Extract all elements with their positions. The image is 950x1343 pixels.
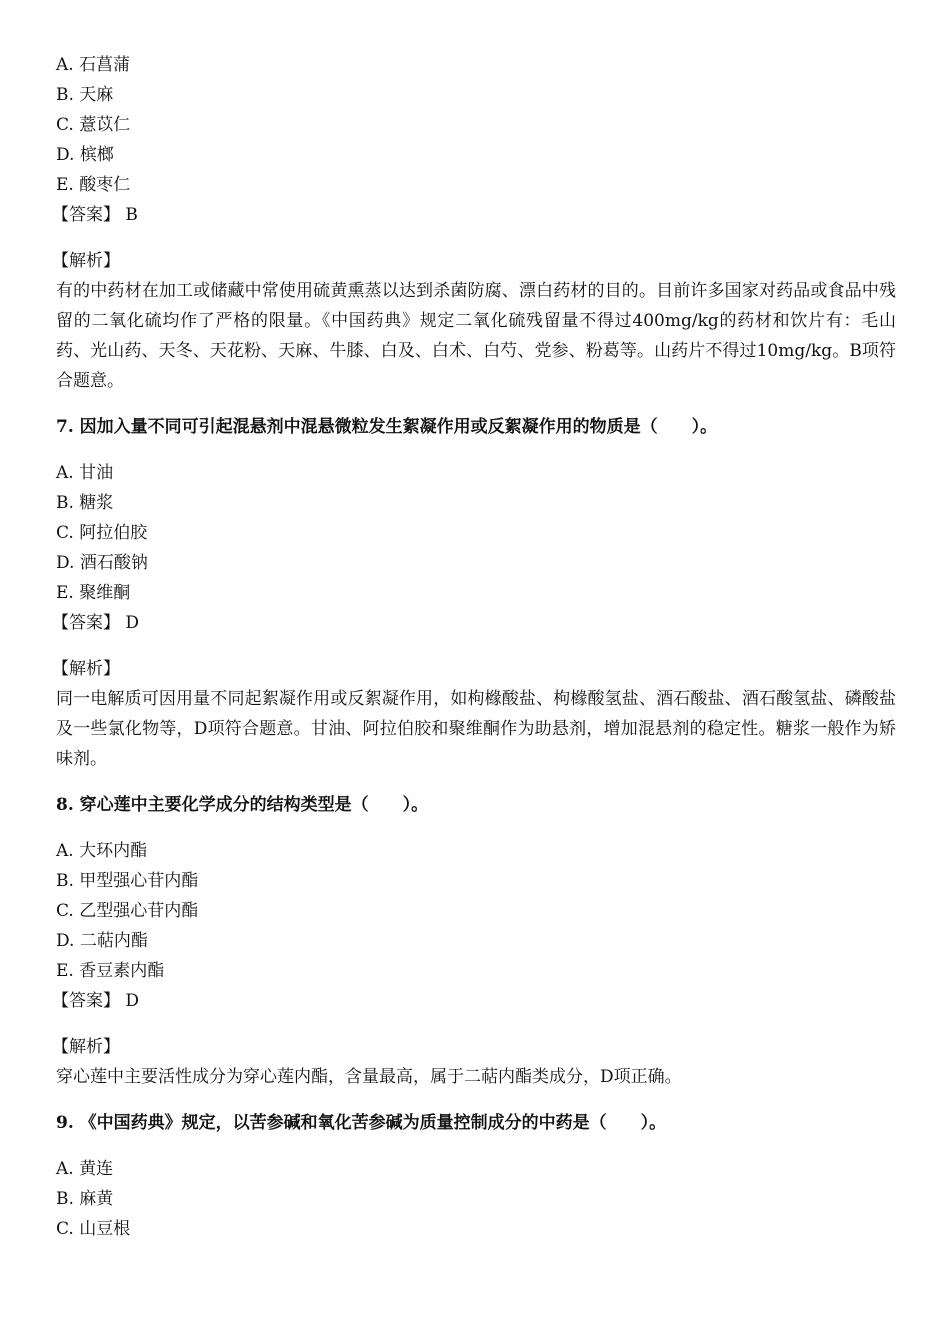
question-text: 7. 因加入量不同可引起混悬剂中混悬微粒发生絮凝作用或反絮凝作用的物质是（ ）。	[56, 417, 718, 437]
analysis-label: 【解析】	[52, 659, 120, 679]
option-b: B. 天麻	[56, 85, 114, 105]
option-d: D. 槟榔	[56, 145, 114, 165]
answer: 【答案】 D	[52, 613, 140, 633]
option-e: E. 香豆素内酯	[56, 961, 165, 981]
analysis-text: 有的中药材在加工或储藏中常使用硫黄熏蒸以达到杀菌防腐、漂白药材的目的。目前许多国家对药品或食品中残留的二氧化硫均作了严格的限量。《中国药典》规定二氧化硫残留量不得过400mg/kg的药材和饮片有：毛山药、光山药、天冬、天花粉、天麻、牛膝、白及、白术、白芍、党参、粉葛等。山药片不得过10mg/kg。B项符合题意。	[56, 281, 896, 391]
analysis-label: 【解析】	[52, 251, 120, 271]
analysis-text: 同一电解质可因用量不同起絮凝作用或反絮凝作用，如枸橼酸盐、枸橼酸氢盐、酒石酸盐、酒石酸氢盐、磷酸盐及一些氯化物等，D项符合题意。甘油、阿拉伯胶和聚维酮作为助悬剂，增加混悬剂的稳定性。糖浆一般作为矫味剂。	[56, 689, 896, 769]
question-8-block	[52, 790, 896, 1092]
option-e: E. 酸枣仁	[56, 175, 131, 195]
analysis-text: 穿心莲中主要活性成分为穿心莲内酯，含量最高，属于二萜内酯类成分，D项正确。	[56, 1067, 682, 1087]
option-a: A. 石菖蒲	[56, 55, 131, 75]
answer: 【答案】 D	[52, 991, 140, 1011]
analysis-label: 【解析】	[52, 1037, 120, 1057]
option-a: A. 大环内酯	[56, 841, 148, 861]
answer: 【答案】 B	[52, 205, 138, 225]
option-a: A. 甘油	[56, 463, 114, 483]
option-e: E. 聚维酮	[56, 583, 131, 603]
option-d: D. 酒石酸钠	[56, 553, 148, 573]
question-7-block	[52, 412, 896, 774]
question-text: 8. 穿心莲中主要化学成分的结构类型是（ ）。	[56, 795, 429, 815]
option-c: C. 阿拉伯胶	[56, 523, 148, 543]
option-c: C. 山豆根	[56, 1219, 131, 1239]
question-6-block	[52, 50, 896, 396]
option-c: C. 薏苡仁	[56, 115, 131, 135]
option-d: D. 二萜内酯	[56, 931, 148, 951]
document-page	[52, 50, 896, 1244]
question-9-block	[56, 1108, 896, 1244]
option-b: B. 麻黄	[56, 1189, 114, 1209]
option-b: B. 糖浆	[56, 493, 114, 513]
option-a: A. 黄连	[56, 1159, 114, 1179]
question-text: 9. 《中国药典》规定，以苦参碱和氧化苦参碱为质量控制成分的中药是（ ）。	[56, 1113, 667, 1133]
option-b: B. 甲型强心苷内酯	[56, 871, 199, 891]
option-c: C. 乙型强心苷内酯	[56, 901, 199, 921]
